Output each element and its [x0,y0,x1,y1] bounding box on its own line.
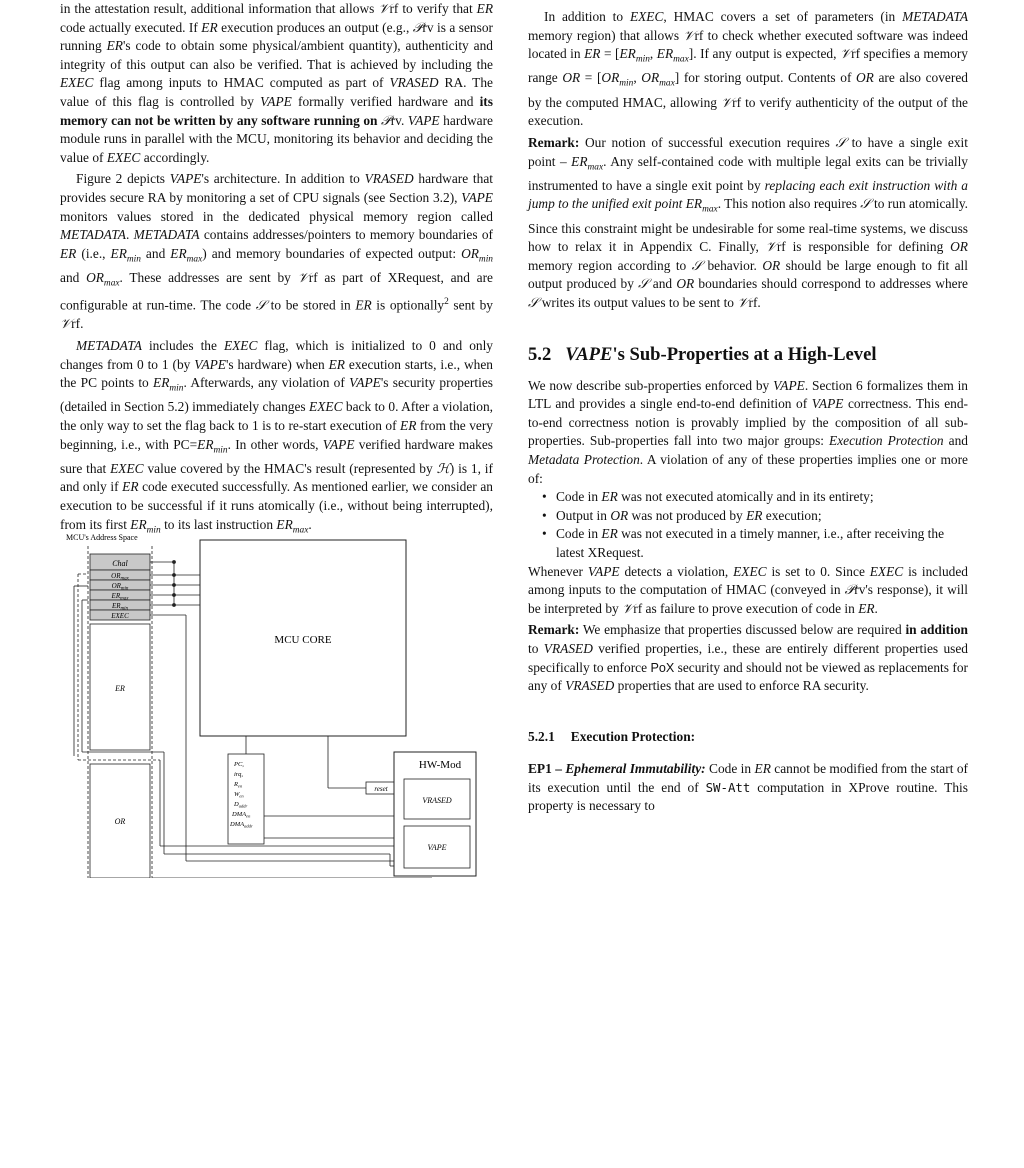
meta-or-max: $OR_{max}$ [111,572,129,582]
subsection-5-2-1-heading [528,728,968,747]
reset-label: reset [374,785,388,793]
mcu-core-label: MCU CORE [274,634,332,646]
signal-dmaen: $DMA_{en}$ [232,811,251,819]
signal-ren: $R_{en}$ [234,781,243,789]
left-paragraph-2: Figure 2 depicts VAPE's architecture. In addition to VRASED hardware that provides secure RA by monitoring a set of CPU signals (see Section 3.2), VAPE monitors values stored in the dedicated physical memory region called METADATA. METADATA contains addresses/pointers to memory boundaries of ER (i.e., $ER_{min}$ and $ER_{max}$) and memory boundaries of expected output: $OR_{min}$ and $OR_{max}$. These addresses are sent by 𝒱rf as part of XRequest, and are configurable at run-time. The code 𝒮 to be stored in ER is optionally$^2$ sent by 𝒱rf. [60,171,493,332]
left-paragraph-3: METADATA includes the EXEC flag, which is initialized to 0 and only changes from 0 to 1 (by VAPE's hardware) when ER execution starts, i.e., when the PC points to $ER_{min}$. Afterwards, any violation of VAPE's security properties (detailed in Section 5.2) immediately changes EXEC back to 0. After a violation, the only way to set the flag back to 1 is to re-start execution of ER from the very beginning, i.e., with $PC=ER_{min}$. In other words, VAPE verified hardware makes sure that EXEC value covered by the HMAC's result (represented by ℋ) is 1, if and only if ER code executed successfully. As mentioned earlier, we consider an execution to be successful if it runs atomically (i.e., without being interrupted), from its first $ER_{min}$ to its last instruction $ER_{max}$. [60,337,494,536]
section-title-rest: 's Sub-Properties at a High-Level [612,343,877,365]
signals-box [228,754,264,844]
meta-exec: EXEC [111,612,129,620]
right-paragraph-3: Whenever VAPE detects a violation, EXEC is set to 0. Since EXEC is included among inputs to the computation of HMAC (conveyed in 𝒫rv's response), it will be interpreted by 𝒱rf as failure to prove execution of code in ER. [528,563,968,616]
section-number: 5.2 [528,343,552,365]
ep1-paragraph: EP1 – Ephemeral Immutability: Code in ER cannot be modified from the start of its execution until the end of SW-Att computation in XProve routine. This property is necessary to [528,761,968,814]
left-paragraph-1: in the attestation result, additional information that allows 𝒱rf to verify that ER code actually executed. If ER execution produces an output (e.g., 𝒫rv is a sensor running ER's code to obtain some physical/ambient quantity), authenticity and integrity of this output can also be verified. That is achieved by including the EXEC flag among inputs to HMAC computed as part of VRASED RA. The value of this flag is controlled by VAPE formally verified hardware and its memory can not be written by any software running on 𝒫rv. VAPE hardware module runs in parallel with the MCU, monitoring its behavior and deciding the value of EXEC accordingly. [60,1,494,165]
right-paragraph-1: In addition to EXEC, HMAC covers a set of parameters (in METADATA memory region) that allows 𝒱rf to check whether executed software was indeed located in ER = [$ER_{min}$, $ER_{max}$]. If any output is expected, 𝒱rf specifies a memory range OR = [$OR_{min}$, $OR_{max}$] for storing output. Contents of OR are also covered by the computed HMAC, allowing 𝒱rf to verify authenticity of the output of the execution. [528,9,969,129]
meta-chal: Chal [112,559,128,568]
violation-list [528,488,968,562]
section-5-2-heading [528,343,968,367]
right-column [528,0,968,816]
list-item: • Code in ER was not executed in a timely manner, i.e., after receiving the latest XRequest. [546,525,968,562]
section-title-em: VAPE [565,343,613,365]
list-item: • Output in OR was not produced by ER execution; [546,507,968,526]
hw-mod-label: HW-Mod [418,759,462,771]
or-label: OR [114,817,126,826]
meta-er-min: $ER_{min}$ [111,602,129,612]
signal-dmaaddr: $DMA_{addr}$ [230,821,253,829]
signal-wen: $W_{en}$ [234,791,244,799]
meta-or-min: $OR_{min}$ [111,582,129,592]
remark-1: Remark: Our notion of successful execution requires 𝒮 to have a single exit point – $ER_{max}$. Any self-contained code with multiple legal exits can be trivially instrumented to have a single exit point by replacing each exit instruction with a jump to the unified exit point $ER_{max}$. This notion also requires 𝒮 to run atomically. Since this constraint might be undesirable for some real-time systems, we discuss how to relax it in Appendix C. Finally, 𝒱rf is responsible for defining OR memory region according to 𝒮 behavior. OR should be large enough to fit all output produced by 𝒮 and OR boundaries should correspond to addresses where 𝒮 writes its output values to be sent to 𝒱rf. [528,134,969,310]
metadata-region [90,554,150,620]
subsection-title: Execution Protection: [570,728,696,744]
signal-irq: irq, [234,771,243,778]
er-label: ER [115,684,125,693]
vape-label: VAPE [427,843,447,852]
remark-2: Remark: We emphasize that properties discussed below are required in addition to VRASED verified properties, i.e., these are entirely different properties used specifically to enforce PoX security and should not be viewed as replacements for any of VRASED properties that are used to enforce RA security. [528,622,969,694]
address-space-label: MCU's Address Space [66,533,138,542]
signal-pc: PC, [234,761,244,768]
right-paragraph-2: We now describe sub-properties enforced by VAPE. Section 6 formalizes them in LTL and provides a single end-to-end definition of VAPE correctness. This end-to-end correctness notion is provably implied by the composition of all sub-properties. Sub-properties fall into two major groups: Execution Protection and Metadata Protection. A violation of any of these properties implies one or more of: [528,377,968,486]
list-item: • Code in ER was not executed atomically and in its entirety; [546,488,968,507]
signal-wires [152,736,432,878]
meta-er-max: $ER_{max}$ [111,592,129,602]
subsection-number: 5.2.1 [528,728,555,744]
left-column [60,0,493,540]
vrased-label: VRASED [422,796,452,805]
architecture-diagram [60,516,490,878]
architecture-figure [60,516,490,878]
signal-daddr: $D_{addr}$ [234,801,248,809]
